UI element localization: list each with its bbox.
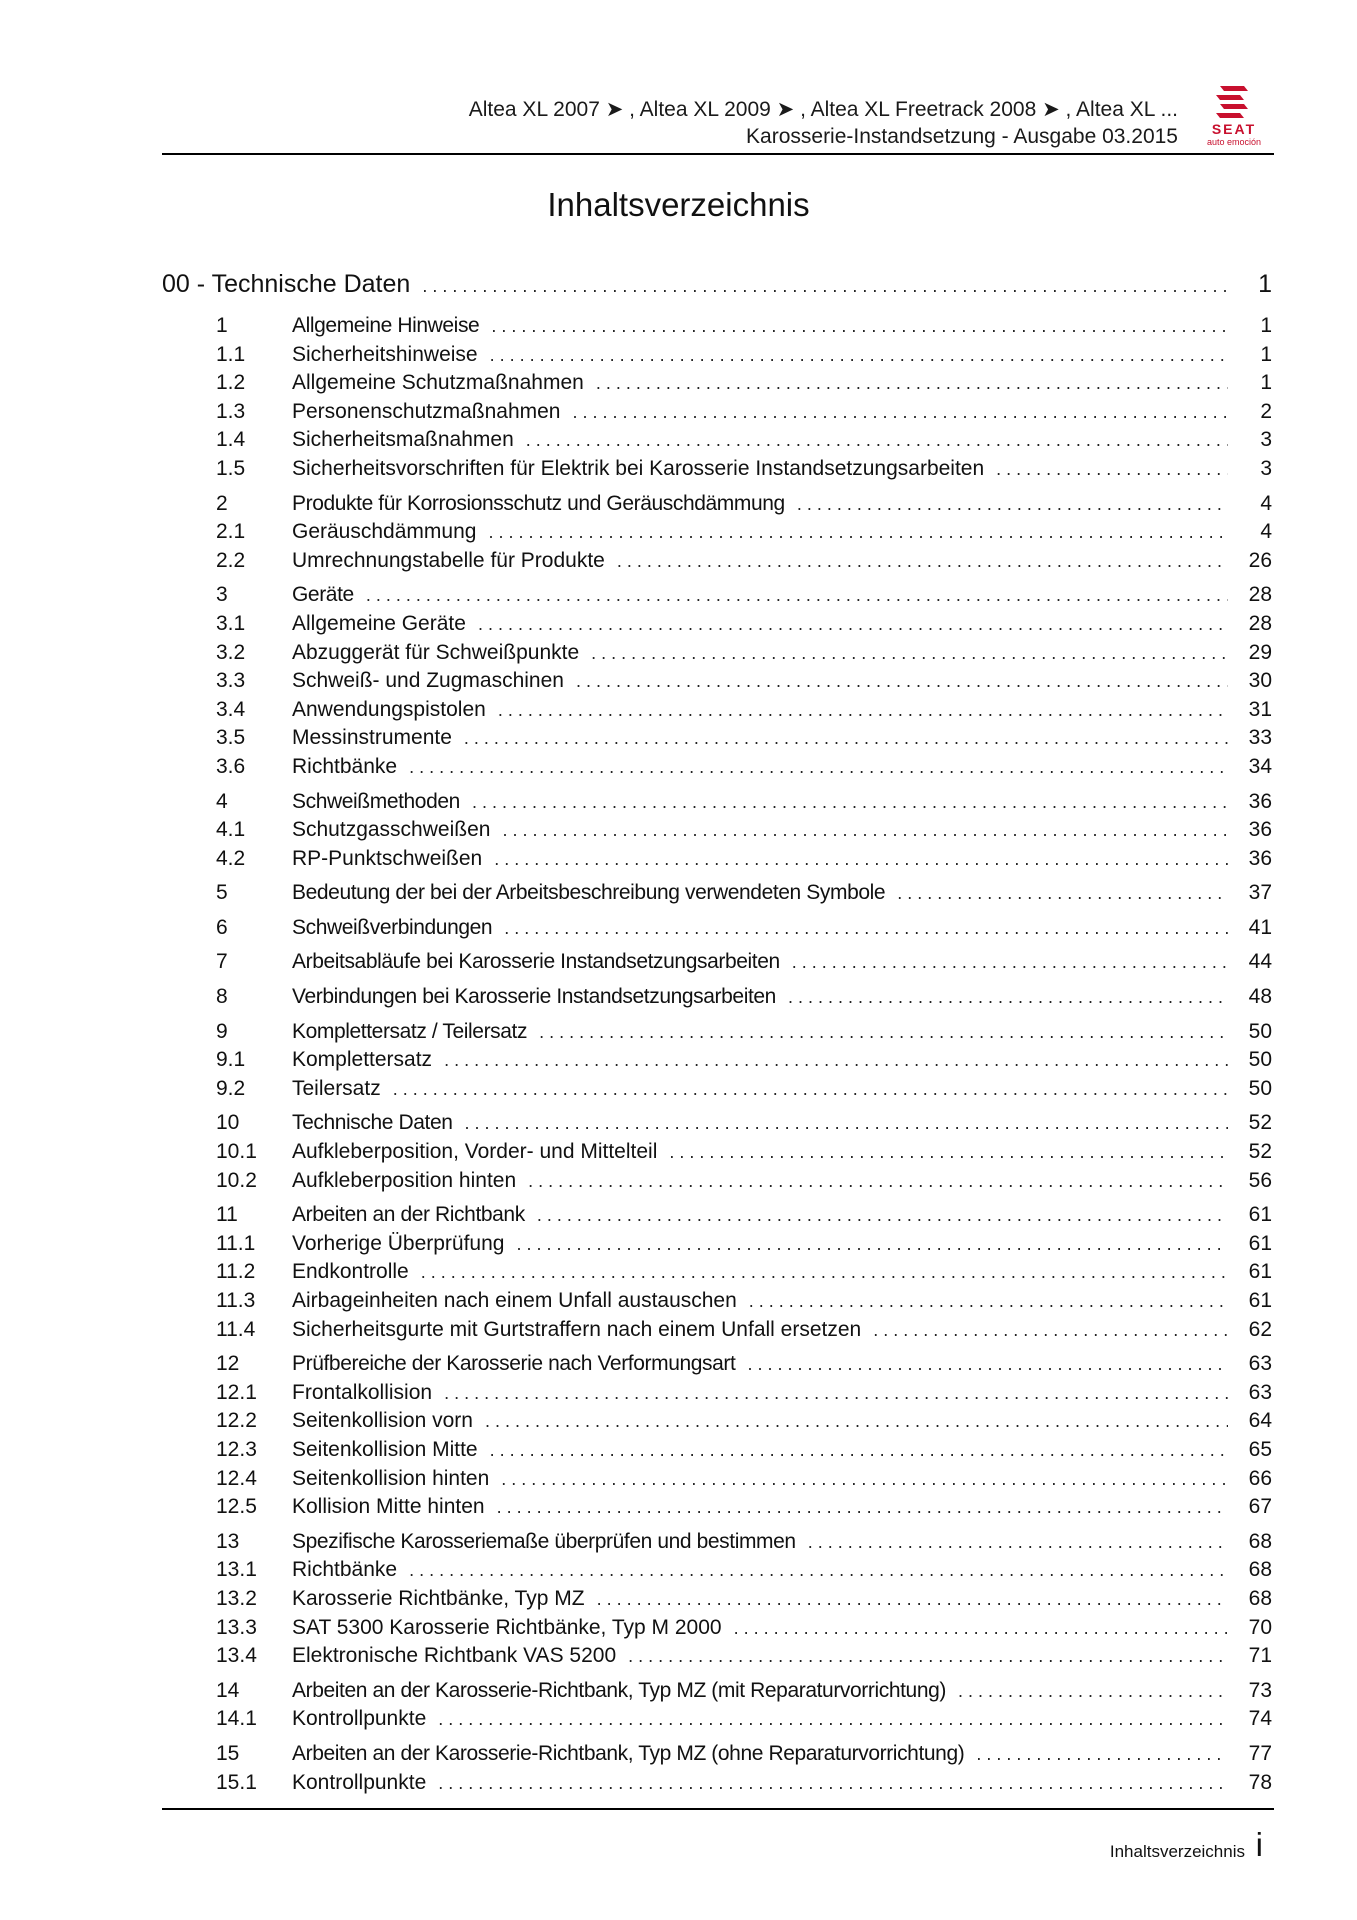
toc-entry-number: 13.4: [216, 1644, 257, 1668]
toc-entry[interactable]: [162, 341, 1272, 370]
toc-entry-page: 4: [1260, 491, 1272, 515]
toc-entry-page: 48: [1248, 985, 1272, 1009]
toc-entry-title: SAT 5300 Karosserie Richtbänke, Typ M 2000: [292, 1615, 722, 1639]
toc-entry[interactable]: [162, 914, 1272, 943]
toc-entry-page: 1: [1260, 371, 1272, 395]
toc-entry-number: 14.1: [216, 1707, 257, 1731]
toc-entry[interactable]: [162, 490, 1272, 519]
dot-leader: [438, 1769, 1228, 1798]
toc-entry[interactable]: [162, 1258, 1272, 1287]
dot-leader: [734, 1614, 1228, 1643]
toc-entry-title: Airbageinheiten nach einem Unfall austauschen: [292, 1289, 737, 1312]
toc-entry-number: 2.2: [216, 548, 246, 572]
header-text: [469, 96, 1178, 150]
toc-entry-title: Frontalkollision: [292, 1380, 433, 1404]
dot-leader: [628, 1642, 1228, 1671]
page-header: [162, 82, 1274, 156]
toc-entry-page: 3: [1260, 456, 1272, 480]
page-title: Inhaltsverzeichnis: [547, 186, 810, 223]
toc-entry-page: 3: [1260, 428, 1272, 452]
toc-entry[interactable]: [162, 667, 1272, 696]
dot-leader: [747, 1350, 1228, 1379]
header-edition: Karosserie-Instandsetzung - Ausgabe 03.2015: [746, 125, 1178, 148]
toc-entry-page: 67: [1248, 1495, 1272, 1519]
toc-entry-page: 1: [1260, 342, 1272, 366]
dot-leader: [490, 1436, 1228, 1465]
toc-entry-number: 15.1: [216, 1770, 257, 1794]
toc-entry-page: 70: [1248, 1615, 1272, 1639]
toc-entry-number: 4.2: [216, 846, 246, 870]
toc-entry[interactable]: [162, 1230, 1272, 1259]
dot-leader: [444, 1379, 1228, 1408]
toc-entry-page: 2: [1260, 399, 1272, 423]
dot-leader: [438, 1705, 1228, 1734]
toc-entry[interactable]: [162, 1528, 1272, 1557]
toc-entry-page: 28: [1248, 583, 1272, 607]
dot-leader: [572, 398, 1228, 427]
toc-entry-number: 3.2: [216, 640, 246, 664]
toc-entry-page: 78: [1248, 1770, 1272, 1794]
footer-divider: [162, 1808, 1274, 1810]
toc-entry[interactable]: [162, 610, 1272, 639]
dot-leader: [494, 845, 1228, 874]
dot-leader: [409, 1556, 1228, 1585]
toc-entry-title: Sicherheitsgurte mit Gurtstraffern nach einem Unfall ersetzen: [292, 1317, 862, 1341]
toc-entry-title: Aufkleberposition hinten: [292, 1168, 517, 1192]
toc-entry[interactable]: [162, 1493, 1272, 1522]
toc-entry-number: 13.2: [216, 1586, 257, 1610]
toc-entry-title: Verbindungen bei Karosserie Instandsetzungsarbeiten: [292, 985, 776, 1009]
toc-entry[interactable]: [162, 1585, 1272, 1614]
toc-entry-page: 50: [1248, 1076, 1272, 1100]
toc-entry-number: 11.3: [216, 1289, 256, 1312]
toc-entry[interactable]: [162, 1705, 1272, 1734]
toc-entry[interactable]: [162, 1769, 1272, 1798]
toc-entry-number: 2.1: [216, 520, 246, 544]
toc-entry-title: Arbeiten an der Karosserie-Richtbank, Typ MZ (mit Reparaturvorrichtung): [292, 1678, 946, 1702]
dot-leader: [958, 1677, 1228, 1706]
toc-entry-number: 12.4: [216, 1466, 257, 1490]
toc-entry-page: 56: [1248, 1168, 1272, 1192]
dot-leader: [504, 914, 1228, 943]
toc-entry[interactable]: [162, 879, 1272, 908]
toc-entry-title: Sicherheitsmaßnahmen: [292, 428, 514, 452]
toc-entry-number: 10.1: [216, 1140, 257, 1164]
toc-entry-page: 63: [1248, 1352, 1272, 1376]
logo-tagline: auto emoción: [1206, 137, 1262, 147]
toc-entry-number: 9.2: [216, 1076, 246, 1100]
toc-entry-page: 36: [1248, 818, 1272, 842]
toc-entry-page: 71: [1248, 1644, 1272, 1668]
toc-entry[interactable]: [162, 369, 1272, 398]
toc-entry-title: Allgemeine Hinweise: [292, 314, 480, 337]
toc-entry[interactable]: [162, 1677, 1272, 1706]
toc-entry[interactable]: [162, 1407, 1272, 1436]
toc-entry-title: Schweißmethoden: [292, 789, 460, 813]
toc-entry-page: 1: [1260, 314, 1272, 337]
toc-entry-title: Messinstrumente: [292, 726, 452, 750]
toc-entry-title: Allgemeine Geräte: [292, 611, 466, 635]
dot-leader: [792, 948, 1228, 977]
toc-entry-page: 66: [1248, 1466, 1272, 1490]
toc-entry-page: 61: [1248, 1203, 1272, 1227]
toc-entry[interactable]: [162, 983, 1272, 1012]
toc-entry-title: Arbeiten an der Richtbank: [292, 1203, 525, 1227]
toc-entry-number: 1.3: [216, 399, 246, 423]
toc-entry[interactable]: [162, 312, 1272, 341]
toc-entry[interactable]: [162, 1379, 1272, 1408]
seat-logo-icon: [1194, 82, 1274, 148]
toc-entry-title: Schutzgasschweißen: [292, 818, 491, 842]
dot-leader: [526, 426, 1228, 455]
toc-entry[interactable]: [162, 724, 1272, 753]
toc-entry-number: 3.1: [216, 611, 246, 635]
toc-entry-page: 33: [1248, 726, 1272, 750]
toc-entry-number: 10: [216, 1111, 240, 1135]
toc-entry-number: 8: [216, 985, 228, 1009]
dot-leader: [669, 1138, 1228, 1167]
toc-entry-title: Personenschutzmaßnahmen: [292, 399, 561, 423]
toc-entry[interactable]: [162, 1316, 1272, 1345]
toc-entry-number: 3.6: [216, 754, 246, 778]
dot-leader: [516, 1230, 1228, 1259]
toc-entry-page: 29: [1248, 640, 1272, 664]
dot-leader: [749, 1287, 1228, 1316]
toc-entry-number: 10.2: [216, 1168, 257, 1192]
toc-entry[interactable]: [162, 455, 1272, 484]
dot-leader: [537, 1201, 1228, 1230]
toc-entry-page: 77: [1248, 1741, 1272, 1765]
toc-entry[interactable]: [162, 948, 1272, 977]
toc-entry[interactable]: [162, 398, 1272, 427]
toc-entry-page: 63: [1248, 1380, 1272, 1404]
toc-entry-title: Geräuschdämmung: [292, 520, 477, 544]
toc-entry-number: 11.4: [216, 1317, 256, 1341]
dot-leader: [576, 667, 1228, 696]
toc-entry[interactable]: [162, 262, 1272, 306]
toc-entry-title: Richtbänke: [292, 754, 398, 778]
toc-entry-number: 1.5: [216, 456, 246, 480]
header-divider: [162, 153, 1274, 155]
toc-entry-page: 65: [1248, 1437, 1272, 1461]
toc-entry-title: Vorherige Überprüfung: [292, 1231, 505, 1255]
toc-entry-number: 1: [216, 314, 228, 337]
dot-leader: [873, 1316, 1228, 1345]
toc-entry[interactable]: [162, 696, 1272, 725]
toc-entry-title: RP-Punktschweißen: [292, 846, 483, 870]
dot-leader: [488, 518, 1228, 547]
toc-entry-title: Schweißverbindungen: [292, 915, 493, 939]
toc-entry-page: 30: [1248, 669, 1272, 693]
toc-entry-number: 12.1: [216, 1380, 257, 1404]
toc-entry-page: 64: [1248, 1409, 1272, 1433]
toc-entry-number: 13.3: [216, 1615, 257, 1639]
dot-leader: [498, 696, 1228, 725]
toc-entry-page: 36: [1248, 789, 1272, 813]
toc-entry-number: 2: [216, 491, 228, 515]
toc-entry[interactable]: [162, 753, 1272, 782]
toc-entry-number: 1.4: [216, 428, 246, 452]
dot-leader: [976, 1740, 1228, 1769]
toc-entry-number: 1.1: [216, 342, 246, 366]
toc-entry[interactable]: [162, 1201, 1272, 1230]
dot-leader: [485, 1407, 1228, 1436]
toc-entry-title: Sicherheitsvorschriften für Elektrik bei Karosserie Instandsetzungsarbeiten: [292, 456, 985, 480]
toc-entry-number: 11.1: [216, 1231, 256, 1255]
toc-entry[interactable]: [162, 788, 1272, 817]
dot-leader: [366, 581, 1228, 610]
toc-entry-title: Richtbänke: [292, 1558, 398, 1582]
toc-entry[interactable]: [162, 1167, 1272, 1196]
toc-entry-number: 13: [216, 1529, 240, 1553]
toc-entry-page: 68: [1248, 1558, 1272, 1582]
dot-leader: [464, 724, 1228, 753]
toc-entry-title: Aufkleberposition, Vorder- und Mittelteil: [292, 1140, 658, 1164]
toc-entry[interactable]: [162, 1046, 1272, 1075]
toc-entry-title: Komplettersatz / Teilersatz: [292, 1019, 528, 1043]
toc-entry[interactable]: [162, 547, 1272, 576]
toc-entry[interactable]: [162, 1138, 1272, 1167]
dot-leader: [491, 312, 1228, 341]
toc-entry-page: 61: [1248, 1231, 1272, 1255]
toc-entry-title: Kollision Mitte hinten: [292, 1495, 485, 1519]
toc-entry[interactable]: [162, 518, 1272, 547]
seat-logo-mark: [1216, 86, 1248, 118]
toc-entry[interactable]: [162, 1465, 1272, 1494]
toc-entry-page: 68: [1248, 1586, 1272, 1610]
toc-entry[interactable]: [162, 639, 1272, 668]
toc-entry[interactable]: [162, 816, 1272, 845]
toc-entry[interactable]: [162, 845, 1272, 874]
toc-entry-number: 9: [216, 1019, 228, 1043]
dot-leader: [591, 639, 1228, 668]
toc-entry-number: 3.4: [216, 697, 246, 721]
dot-leader: [897, 879, 1228, 908]
toc-entry-title: Kontrollpunkte: [292, 1707, 427, 1731]
logo-wordmark: SEAT: [1211, 121, 1257, 137]
toc-entry-page: 31: [1248, 697, 1272, 721]
toc-entry[interactable]: [162, 1614, 1272, 1643]
dot-leader: [465, 1109, 1228, 1138]
toc-entry-number: 12.3: [216, 1437, 257, 1461]
toc-entry[interactable]: [162, 1436, 1272, 1465]
toc-entry-page: 50: [1248, 1048, 1272, 1072]
toc-entry-page: 37: [1248, 881, 1272, 905]
footer-label: Inhaltsverzeichnis: [1109, 1842, 1245, 1861]
dot-leader: [497, 1493, 1228, 1522]
toc-entry[interactable]: [162, 1287, 1272, 1316]
dot-leader: [539, 1018, 1228, 1047]
footer-page-number: i: [1255, 1826, 1263, 1863]
toc-entry-title: Technische Daten: [292, 1111, 453, 1135]
dot-leader: [797, 490, 1228, 519]
toc-entry-number: 12: [216, 1352, 240, 1376]
toc-entry-number: 15: [216, 1741, 240, 1765]
dot-leader: [490, 341, 1228, 370]
toc-entry-page: 41: [1248, 915, 1272, 939]
toc-entry-number: 1.2: [216, 371, 246, 395]
toc-entry[interactable]: [162, 1109, 1272, 1138]
dot-leader: [788, 983, 1228, 1012]
toc-entry-title: Schweiß- und Zugmaschinen: [292, 669, 564, 693]
dot-leader: [996, 455, 1228, 484]
dot-leader: [421, 1258, 1228, 1287]
toc-entry-page: 26: [1248, 548, 1272, 572]
dot-leader: [528, 1167, 1228, 1196]
header-models: Altea XL 2007 ➤ , Altea XL 2009 ➤ , Altea XL Freetrack 2008 ➤ , Altea XL ...: [468, 98, 1178, 121]
toc-entry-number: 12.5: [216, 1495, 257, 1519]
dot-leader: [393, 1075, 1228, 1104]
toc-entry-title: Arbeiten an der Karosserie-Richtbank, Typ MZ (ohne Reparaturvorrichtung): [292, 1741, 965, 1765]
toc-entry-number: 3: [216, 583, 228, 607]
dot-leader: [409, 753, 1228, 782]
toc-entry-title: Karosserie Richtbänke, Typ MZ: [292, 1586, 585, 1610]
toc-entry[interactable]: [162, 581, 1272, 610]
toc-entry-title: Prüfbereiche der Karosserie nach Verformungsart: [292, 1352, 736, 1376]
dot-leader: [502, 816, 1228, 845]
toc-entry-number: 4.1: [216, 818, 246, 842]
toc-entry-page: 52: [1248, 1111, 1272, 1135]
toc-entry-number: 11.2: [216, 1260, 256, 1284]
toc-entry-page: 44: [1248, 950, 1272, 974]
toc-entry-page: 1: [1258, 270, 1272, 298]
dot-leader: [596, 369, 1228, 398]
toc-entry-title: Seitenkollision hinten: [292, 1466, 490, 1490]
toc-entry-title: Geräte: [292, 583, 354, 607]
toc-entry-title: Anwendungspistolen: [292, 697, 486, 721]
toc-entry-title: Bedeutung der bei der Arbeitsbeschreibung verwendeten Symbole: [292, 881, 886, 905]
toc-entry[interactable]: [162, 426, 1272, 455]
toc-entry-title: Endkontrolle: [292, 1260, 409, 1284]
toc-entry-number: 7: [216, 950, 228, 974]
toc-entry-title: Arbeitsabläufe bei Karosserie Instandsetzungsarbeiten: [292, 950, 780, 974]
dot-leader: [444, 1046, 1228, 1075]
toc-entry-page: 52: [1248, 1140, 1272, 1164]
toc-entry-number: 5: [216, 881, 228, 905]
toc-entry-title: 00 - Technische Daten: [162, 270, 411, 298]
toc-entry-title: Abzuggerät für Schweißpunkte: [292, 640, 580, 664]
toc-entry-page: 73: [1248, 1678, 1272, 1702]
dot-leader: [472, 788, 1228, 817]
toc-entry[interactable]: [162, 1018, 1272, 1047]
toc-entry-title: Elektronische Richtbank VAS 5200: [292, 1644, 617, 1668]
dot-leader: [501, 1465, 1228, 1494]
toc-entry-title: Komplettersatz: [292, 1048, 433, 1072]
dot-leader: [617, 547, 1228, 576]
dot-leader: [478, 610, 1228, 639]
table-of-contents: [162, 262, 1272, 1797]
dot-leader: [597, 1585, 1228, 1614]
toc-entry-number: 11: [216, 1203, 238, 1227]
toc-entry[interactable]: [162, 1740, 1272, 1769]
toc-entry-page: 74: [1248, 1707, 1272, 1731]
toc-entry-number: 4: [216, 789, 228, 813]
toc-entry-title: Sicherheitshinweise: [292, 342, 478, 366]
toc-entry-title: Spezifische Karosseriemaße überprüfen und bestimmen: [292, 1529, 796, 1553]
toc-entry-number: 13.1: [216, 1558, 257, 1582]
toc-entry-title: Teilersatz: [292, 1076, 381, 1100]
toc-entry-number: 14: [216, 1678, 240, 1702]
toc-entry[interactable]: [162, 1556, 1272, 1585]
toc-entry-title: Seitenkollision vorn: [292, 1409, 473, 1433]
toc-entry-page: 28: [1248, 611, 1272, 635]
toc-entry-page: 68: [1248, 1529, 1272, 1553]
toc-entry-page: 62: [1248, 1317, 1272, 1341]
toc-entry[interactable]: [162, 1075, 1272, 1104]
toc-entry-title: Kontrollpunkte: [292, 1770, 427, 1794]
toc-entry-page: 61: [1248, 1289, 1272, 1312]
toc-entry-title: Umrechnungstabelle für Produkte: [292, 548, 605, 572]
toc-entry-number: 3.3: [216, 669, 246, 693]
toc-entry-page: 50: [1248, 1019, 1272, 1043]
toc-entry-number: 3.5: [216, 726, 246, 750]
toc-entry-number: 12.2: [216, 1409, 257, 1433]
toc-entry-number: 6: [216, 915, 228, 939]
toc-entry-page: 61: [1248, 1260, 1272, 1284]
toc-entry-number: 9.1: [216, 1048, 246, 1072]
toc-entry-title: Produkte für Korrosionsschutz und Geräuschdämmung: [292, 491, 785, 515]
toc-entry-title: Allgemeine Schutzmaßnahmen: [292, 371, 584, 395]
toc-entry-page: 36: [1248, 846, 1272, 870]
toc-entry[interactable]: [162, 1642, 1272, 1671]
toc-entry[interactable]: [162, 1350, 1272, 1379]
toc-entry-title: Seitenkollision Mitte: [292, 1437, 478, 1461]
toc-entry-page: 34: [1248, 754, 1272, 778]
toc-entry-page: 4: [1260, 520, 1272, 544]
dot-leader: [422, 264, 1228, 308]
dot-leader: [808, 1528, 1228, 1557]
